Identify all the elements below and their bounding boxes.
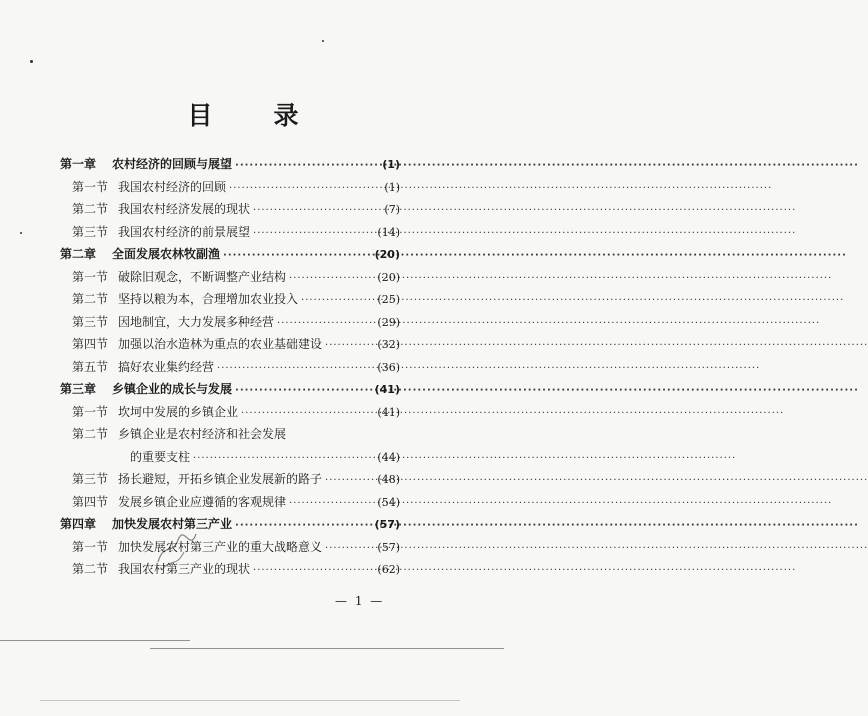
entry-page: (62): [377, 563, 400, 576]
entry-page: (41): [377, 405, 400, 419]
entry-title: 农村经济的回顾与展望: [112, 157, 233, 171]
entry-label: 第二节: [72, 562, 109, 576]
entry-title: 加强以治水造林为重点的农业基础建设: [118, 337, 323, 351]
specks: [30, 60, 33, 63]
entry-page: (57): [374, 518, 400, 531]
entry-label: 第一节: [72, 404, 109, 419]
section-entry: [60, 358, 400, 381]
chapter-entry: [60, 380, 400, 403]
dot-leader: [235, 520, 372, 531]
entry-title: 坚持以粮为本，合理增加农业投入: [118, 292, 299, 306]
entry-title: 因地制宜，大力发展多种经营: [118, 314, 275, 329]
entry-page: (29): [377, 315, 400, 329]
chapter-entry: [60, 515, 400, 538]
entry-page: (20): [374, 248, 400, 261]
section-entry: [60, 470, 400, 493]
entry-page: (57): [377, 540, 400, 554]
dot-leader: [253, 565, 374, 576]
entry-page: (14): [377, 225, 400, 239]
entry-label: 第二节: [72, 202, 109, 216]
dot-leader: [229, 183, 381, 194]
dot-leader: [301, 295, 374, 306]
entry-page: (54): [377, 495, 400, 509]
entry-page: (25): [377, 293, 400, 306]
entry-title: 我国农村第三产业的现状: [118, 562, 251, 576]
entry-page: (48): [377, 473, 400, 486]
dot-leader: [277, 318, 374, 329]
dot-leader: [217, 363, 374, 374]
section-entry: [60, 223, 400, 246]
section-entry: [60, 403, 400, 426]
section-entry: [60, 560, 400, 583]
dot-leader: [253, 205, 381, 216]
entry-label: 第二节: [72, 427, 109, 441]
entry-label: 第五节: [72, 359, 109, 374]
entry-label: 第一节: [72, 539, 109, 554]
section-entry: [60, 493, 400, 516]
section-entry: [60, 268, 400, 291]
section-entry: [60, 200, 400, 223]
dot-leader: [235, 385, 372, 396]
entry-title: 乡镇企业的成长与发展: [112, 382, 233, 396]
specks: [20, 232, 22, 234]
entry-page: (44): [377, 450, 400, 464]
entry-label: 第一节: [72, 179, 109, 194]
entry-title: 加快发展农村第三产业的重大战略意义: [118, 539, 323, 554]
dot-leader: [235, 160, 379, 171]
dot-leader: [253, 228, 374, 239]
dot-leader: [241, 408, 374, 419]
entry-page: (36): [377, 360, 400, 374]
entry-label: 第四节: [72, 337, 109, 351]
entry-label: 第四节: [72, 494, 109, 509]
entry-title: 我国农村经济的前景展望: [118, 224, 251, 239]
dot-leader: [325, 543, 374, 554]
page-title: 目 录: [187, 101, 317, 130]
entry-label: 第三节: [72, 314, 109, 329]
entry-title: 坎坷中发展的乡镇企业: [118, 404, 239, 419]
entry-page: (1): [384, 180, 400, 194]
entry-title: 搞好农业集约经营: [118, 359, 215, 374]
section-entry-continuation: [60, 448, 400, 471]
scan-line: [40, 700, 460, 701]
scan-line: [0, 640, 190, 641]
entry-title: 的重要支柱: [130, 449, 191, 464]
section-entry: [60, 335, 400, 358]
scan-line: [150, 648, 504, 649]
entry-title: 发展乡镇企业应遵循的客观规律: [118, 494, 287, 509]
dot-leader: [223, 250, 372, 261]
entry-page: (41): [374, 383, 400, 396]
entry-label: 第四章: [60, 517, 97, 531]
entry-label: 第三节: [72, 224, 109, 239]
entry-label: 第三章: [60, 382, 97, 396]
section-entry: [60, 313, 400, 336]
entry-label: 第二节: [72, 292, 109, 306]
entry-page: (20): [377, 270, 400, 284]
specks: [322, 40, 324, 42]
chapter-entry: [60, 245, 400, 268]
entry-label: 第三节: [72, 472, 109, 486]
entry-label: 第一节: [72, 269, 109, 284]
chapter-entry: [60, 155, 400, 178]
table-of-contents: [60, 155, 400, 583]
entry-page: (1): [382, 158, 400, 171]
entry-title: 加快发展农村第三产业: [112, 517, 233, 531]
entry-title: 全面发展农林牧副渔: [112, 247, 221, 261]
entry-title: 我国农村经济的回顾: [118, 179, 227, 194]
dot-leader: [289, 498, 374, 509]
entry-title: 乡镇企业是农村经济和社会发展: [118, 427, 287, 441]
entry-page: (7): [384, 203, 400, 216]
section-entry: [60, 425, 400, 448]
section-entry: [60, 538, 400, 561]
entry-page: (32): [377, 338, 400, 351]
section-entry: [60, 290, 400, 313]
page-number: — 1 —: [335, 594, 385, 608]
dot-leader: [325, 340, 374, 351]
ink-scribble: [150, 522, 205, 577]
entry-title: 我国农村经济发展的现状: [118, 202, 251, 216]
dot-leader: [193, 453, 374, 464]
entry-label: 第二章: [60, 247, 97, 261]
entry-title: 破除旧观念，不断调整产业结构: [118, 269, 287, 284]
entry-title: 扬长避短，开拓乡镇企业发展新的路子: [118, 472, 323, 486]
dot-leader: [325, 475, 374, 486]
section-entry: [60, 178, 400, 201]
entry-label: 第一章: [60, 157, 97, 171]
dot-leader: [289, 273, 374, 284]
